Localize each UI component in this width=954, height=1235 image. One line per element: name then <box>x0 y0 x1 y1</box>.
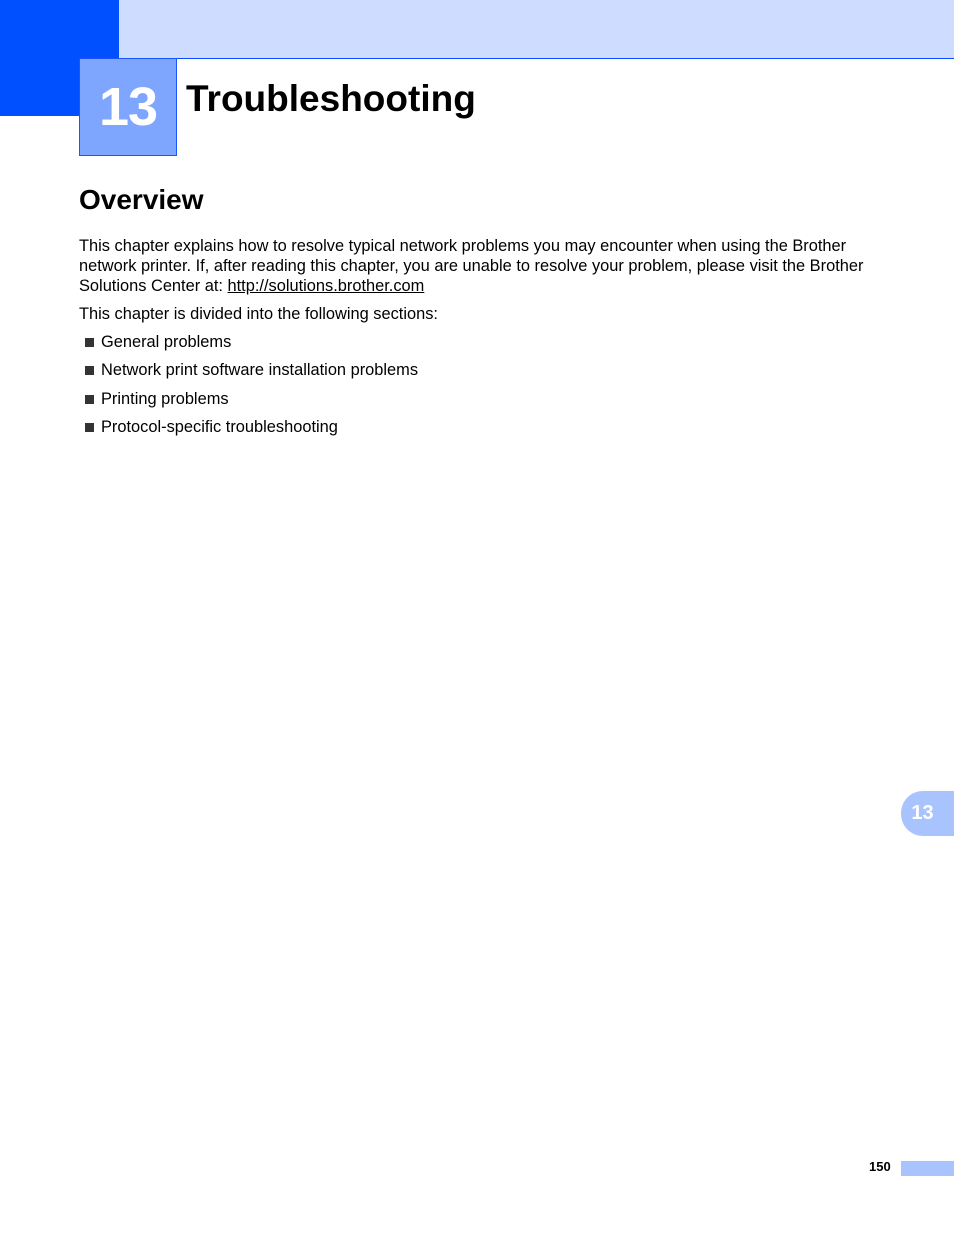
list-item-label: Printing problems <box>101 389 229 408</box>
intro-paragraph <box>79 236 899 296</box>
footer-bar <box>901 1161 954 1176</box>
section-title: Overview <box>79 184 204 215</box>
chapter-number-box: 13 <box>79 58 177 156</box>
bullet-square-icon <box>85 366 94 375</box>
bullet-square-icon <box>85 395 94 404</box>
bullet-square-icon <box>85 423 94 432</box>
chapter-side-tab: 13 <box>901 791 954 836</box>
list-item <box>85 332 418 352</box>
sections-intro-text: This chapter is divided into the following sections: <box>79 305 438 323</box>
sections-list <box>85 332 418 446</box>
list-item <box>85 418 418 438</box>
list-item-label: Network print software installation problems <box>101 361 419 379</box>
list-item <box>85 389 418 409</box>
chapter-title: Troubleshooting <box>186 78 476 119</box>
intro-text: This chapter explains how to resolve typical network problems you may encounter when using the Brother network printer. If, after reading this chapter, you are unable to resolve your problem, please visit the Brother Solutions Center at: <box>79 237 864 295</box>
list-item-label: Protocol-specific troubleshooting <box>101 418 338 436</box>
header-band <box>0 0 954 59</box>
list-item <box>85 361 418 381</box>
list-item-label: General problems <box>101 332 232 351</box>
page-number: 150 <box>869 1159 891 1174</box>
bullet-square-icon <box>85 338 94 347</box>
solutions-center-link[interactable]: http://solutions.brother.com <box>227 277 425 295</box>
